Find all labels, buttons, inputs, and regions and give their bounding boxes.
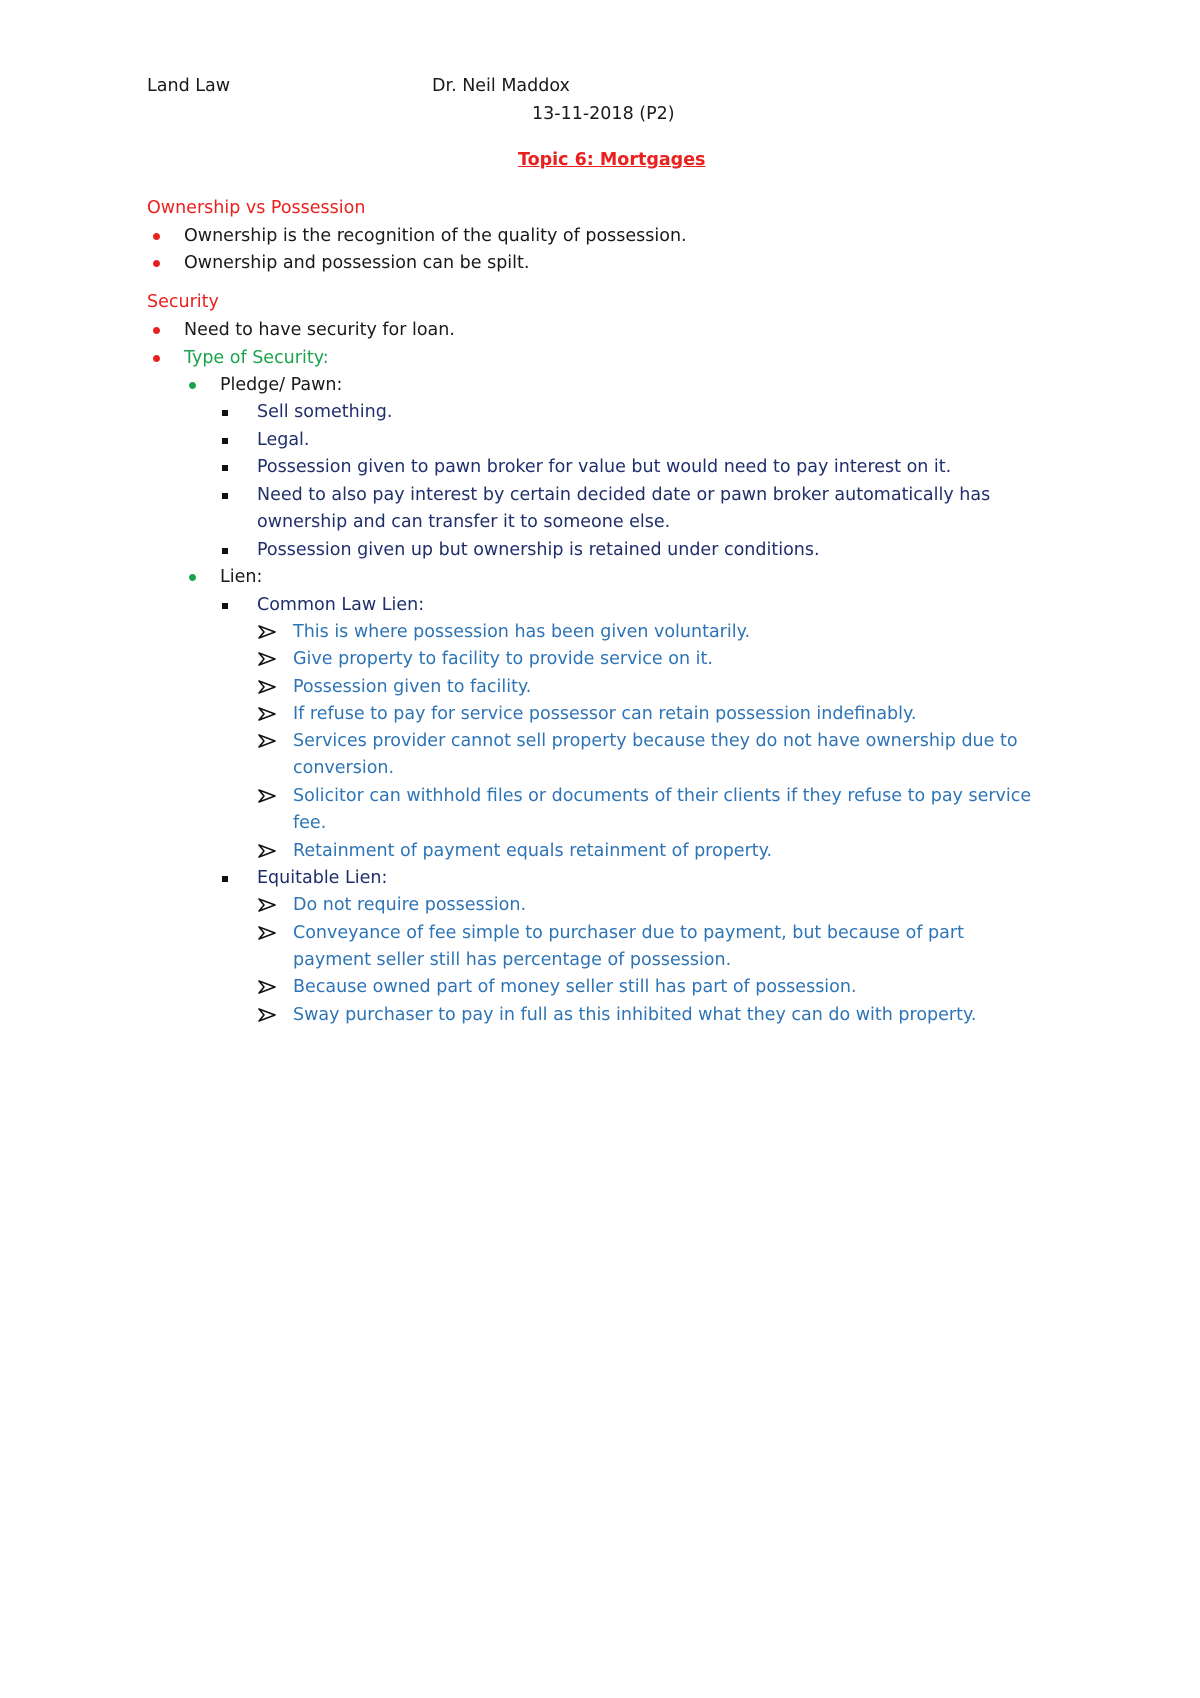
square-bullet-icon — [222, 493, 228, 499]
type-of-security-label: Type of Security: — [184, 348, 329, 368]
list-item: Possession given to facility. — [293, 677, 532, 697]
red-bullet-icon — [153, 260, 160, 267]
list-item: Need to have security for loan. — [184, 320, 455, 340]
list-item: Services provider cannot sell property because they do not have ownership due to — [293, 731, 1018, 751]
list-item: Legal. — [257, 430, 310, 450]
arrow-bullet-icon — [258, 1008, 276, 1022]
arrow-bullet-icon — [258, 707, 276, 721]
pledge-pawn-label: Pledge/ Pawn: — [220, 375, 343, 395]
arrow-bullet-icon — [258, 844, 276, 858]
arrow-bullet-icon — [258, 625, 276, 639]
section-heading-ownership: Ownership vs Possession — [147, 198, 366, 218]
list-item-continuation: conversion. — [293, 758, 395, 778]
green-bullet-icon — [189, 382, 196, 389]
lecturer-name: Dr. Neil Maddox — [432, 76, 570, 96]
list-item: Possession given up but ownership is retained under conditions. — [257, 540, 820, 560]
lecture-date: 13-11-2018 (P2) — [532, 104, 675, 124]
page-title: Topic 6: Mortgages — [518, 150, 706, 170]
arrow-bullet-icon — [258, 898, 276, 912]
list-item: Need to also pay interest by certain decided date or pawn broker automatically has — [257, 485, 991, 505]
square-bullet-icon — [222, 465, 228, 471]
course-name: Land Law — [147, 76, 231, 96]
list-item: Solicitor can withhold files or documents of their clients if they refuse to pay service — [293, 786, 1032, 806]
list-item-continuation: ownership and can transfer it to someone else. — [257, 512, 671, 532]
list-item: Sway purchaser to pay in full as this inhibited what they can do with property. — [293, 1005, 977, 1025]
list-item: If refuse to pay for service possessor can retain possession indefinably. — [293, 704, 917, 724]
common-law-lien-label: Common Law Lien: — [257, 595, 425, 615]
list-item: Retainment of payment equals retainment of property. — [293, 841, 773, 861]
red-bullet-icon — [153, 327, 160, 334]
square-bullet-icon — [222, 410, 228, 416]
list-item: Sell something. — [257, 402, 393, 422]
list-item-continuation: fee. — [293, 813, 327, 833]
list-item: Give property to facility to provide service on it. — [293, 649, 713, 669]
arrow-bullet-icon — [258, 734, 276, 748]
square-bullet-icon — [222, 603, 228, 609]
list-item: Possession given to pawn broker for value but would need to pay interest on it. — [257, 457, 952, 477]
list-item: Conveyance of fee simple to purchaser due to payment, but because of part — [293, 923, 964, 943]
list-item-continuation: payment seller still has percentage of possession. — [293, 950, 732, 970]
section-heading-security: Security — [147, 292, 219, 312]
red-bullet-icon — [153, 233, 160, 240]
arrow-bullet-icon — [258, 680, 276, 694]
equitable-lien-label: Equitable Lien: — [257, 868, 388, 888]
square-bullet-icon — [222, 876, 228, 882]
list-item: Do not require possession. — [293, 895, 527, 915]
list-item: Ownership is the recognition of the quality of possession. — [184, 226, 687, 246]
red-bullet-icon — [153, 355, 160, 362]
square-bullet-icon — [222, 438, 228, 444]
arrow-bullet-icon — [258, 789, 276, 803]
green-bullet-icon — [189, 574, 196, 581]
lien-label: Lien: — [220, 567, 263, 587]
list-item: Ownership and possession can be spilt. — [184, 253, 530, 273]
arrow-bullet-icon — [258, 980, 276, 994]
arrow-bullet-icon — [258, 926, 276, 940]
square-bullet-icon — [222, 548, 228, 554]
list-item: Because owned part of money seller still has part of possession. — [293, 977, 857, 997]
list-item: This is where possession has been given voluntarily. — [293, 622, 751, 642]
arrow-bullet-icon — [258, 652, 276, 666]
